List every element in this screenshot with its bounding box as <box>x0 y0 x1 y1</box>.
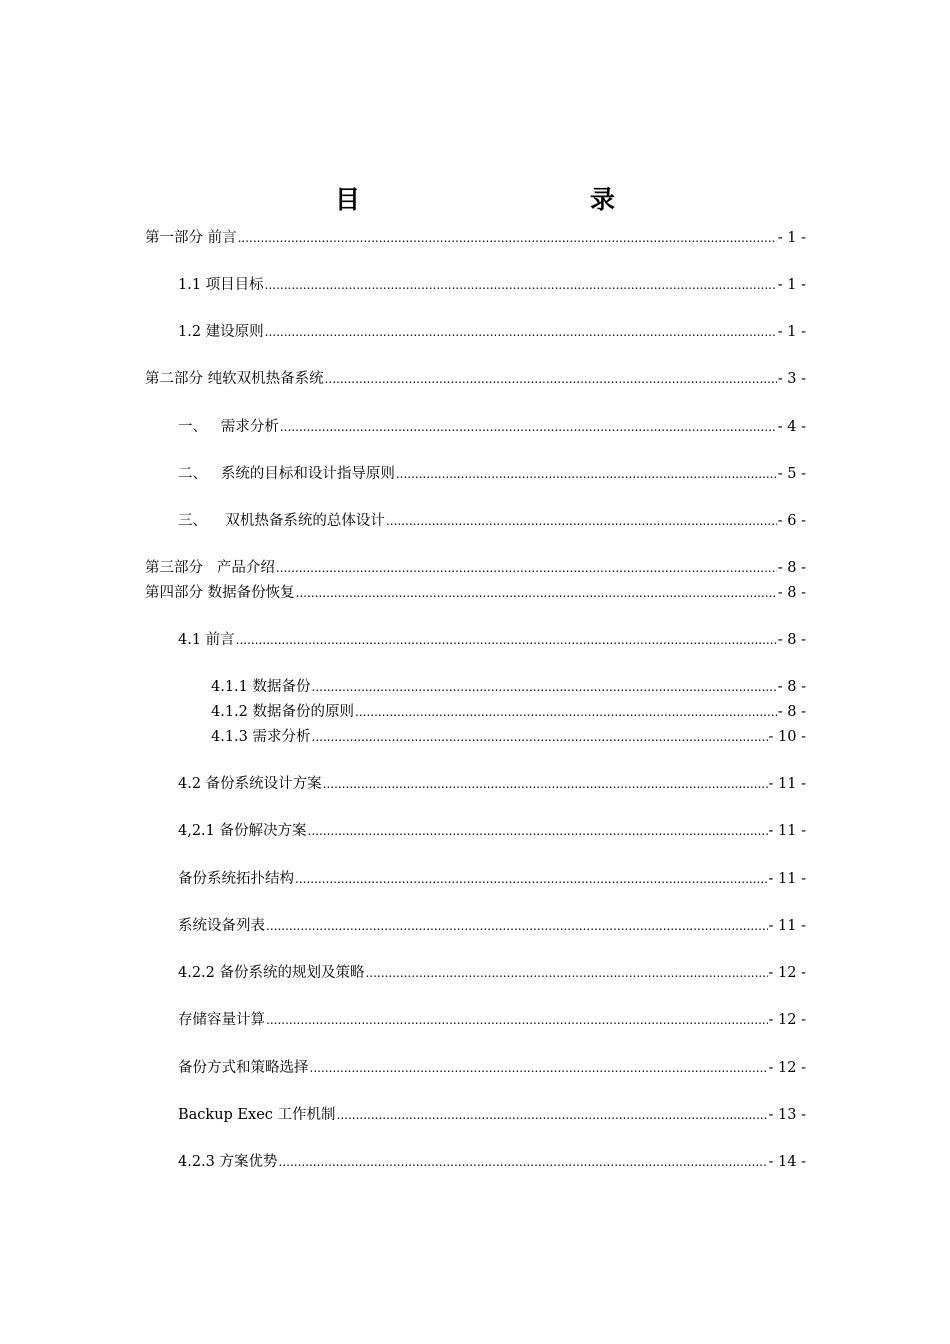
toc-page-number: - 12 - <box>768 1060 806 1076</box>
toc-entry[interactable] <box>145 558 806 578</box>
toc-leader-dots <box>323 774 768 794</box>
toc-leader-dots <box>355 702 777 722</box>
toc-page-number: - 10 - <box>768 729 806 745</box>
toc-leader-dots <box>295 869 768 889</box>
toc-entry-title: Backup Exec 工作机制 <box>178 1107 336 1123</box>
toc-entry[interactable] <box>178 821 806 841</box>
toc-page-number: - 4 - <box>777 419 806 435</box>
toc-leader-dots <box>308 821 768 841</box>
toc-entry[interactable] <box>178 1152 806 1172</box>
toc-page-number: - 14 - <box>768 1154 806 1170</box>
toc-page-number: - 8 - <box>777 560 806 576</box>
toc-leader-dots <box>396 464 777 484</box>
toc-entry-title: 二、 系统的目标和设计指导原则 <box>178 466 395 482</box>
toc-entry[interactable] <box>178 275 806 295</box>
toc-entry-title: 存储容量计算 <box>178 1012 265 1028</box>
toc-leader-dots <box>312 727 768 747</box>
toc-entry[interactable] <box>178 963 806 983</box>
toc-entry[interactable] <box>211 727 806 747</box>
toc-entry-title: 备份系统拓扑结构 <box>178 871 294 887</box>
toc-entry-title: 1.2 建设原则 <box>178 324 264 340</box>
toc-page-number: - 1 - <box>777 324 806 340</box>
toc-entry-title: 4,2.1 备份解决方案 <box>178 823 307 839</box>
toc-leader-dots <box>279 1152 768 1172</box>
toc-entry[interactable] <box>178 869 806 889</box>
toc-entry-title: 三、 双机热备系统的总体设计 <box>178 513 385 529</box>
toc-page-number: - 11 - <box>768 871 806 887</box>
toc-entry[interactable] <box>145 583 806 603</box>
toc-entry[interactable] <box>178 1058 806 1078</box>
toc-leader-dots <box>280 417 777 437</box>
toc-entry-title: 1.1 项目目标 <box>178 277 264 293</box>
page-title: 目 录 <box>334 185 675 214</box>
toc-entry-title: 4.1.1 数据备份 <box>211 679 311 695</box>
toc-leader-dots <box>312 677 777 697</box>
toc-entry-title: 4.1 前言 <box>178 632 235 648</box>
toc-leader-dots <box>366 963 768 983</box>
toc-entry[interactable] <box>211 677 806 697</box>
toc-page-number: - 12 - <box>768 965 806 981</box>
toc-entry-title: 4.2.2 备份系统的规划及策略 <box>178 965 365 981</box>
toc-entry-title: 4.1.3 需求分析 <box>211 729 311 745</box>
toc-entry-title: 4.2 备份系统设计方案 <box>178 776 322 792</box>
toc-entry[interactable] <box>178 774 806 794</box>
toc-entry[interactable] <box>145 369 806 389</box>
toc-entry[interactable] <box>178 1105 806 1125</box>
toc-leader-dots <box>238 228 777 248</box>
toc-leader-dots <box>337 1105 768 1125</box>
toc-entry-title: 第一部分 前言 <box>145 230 237 246</box>
toc-page-number: - 8 - <box>777 632 806 648</box>
toc-page-number: - 8 - <box>777 585 806 601</box>
toc-entry[interactable] <box>211 702 806 722</box>
toc-page-number: - 8 - <box>777 704 806 720</box>
toc-entry-title: 系统设备列表 <box>178 918 265 934</box>
toc-page-number: - 6 - <box>777 513 806 529</box>
toc-entry-title: 4.2.3 方案优势 <box>178 1154 278 1170</box>
toc-page-number: - 12 - <box>768 1012 806 1028</box>
toc-leader-dots <box>266 1010 768 1030</box>
toc-page-number: - 3 - <box>777 371 806 387</box>
toc-entry[interactable] <box>178 1010 806 1030</box>
toc-entry-title: 备份方式和策略选择 <box>178 1060 309 1076</box>
toc-leader-dots <box>266 916 768 936</box>
toc-leader-dots <box>386 511 777 531</box>
toc-leader-dots <box>265 322 777 342</box>
toc-page-number: - 11 - <box>768 776 806 792</box>
toc-entry-title: 4.1.2 数据备份的原则 <box>211 704 355 720</box>
toc-leader-dots <box>236 630 777 650</box>
toc-leader-dots <box>265 275 777 295</box>
toc-leader-dots <box>325 369 777 389</box>
toc-page-number: - 5 - <box>777 466 806 482</box>
toc-entry-title: 第二部分 纯软双机热备系统 <box>145 371 324 387</box>
toc-entry[interactable] <box>178 630 806 650</box>
toc-page-number: - 11 - <box>768 918 806 934</box>
toc-leader-dots <box>276 558 777 578</box>
toc-leader-dots <box>310 1058 768 1078</box>
toc-page-number: - 8 - <box>777 679 806 695</box>
toc-page-number: - 13 - <box>768 1107 806 1123</box>
toc-leader-dots <box>296 583 777 603</box>
toc-entry-title: 第三部分 产品介绍 <box>145 560 275 576</box>
toc-entry[interactable] <box>178 916 806 936</box>
toc-entry[interactable] <box>178 322 806 342</box>
toc-page-number: - 1 - <box>777 230 806 246</box>
toc-page-number: - 1 - <box>777 277 806 293</box>
toc-entry[interactable] <box>178 511 806 531</box>
toc-entry[interactable] <box>178 417 806 437</box>
toc-entry[interactable] <box>178 464 806 484</box>
toc-entry-title: 第四部分 数据备份恢复 <box>145 585 295 601</box>
toc-entry[interactable] <box>145 228 806 248</box>
toc-page-number: - 11 - <box>768 823 806 839</box>
toc-entry-title: 一、 需求分析 <box>178 419 279 435</box>
